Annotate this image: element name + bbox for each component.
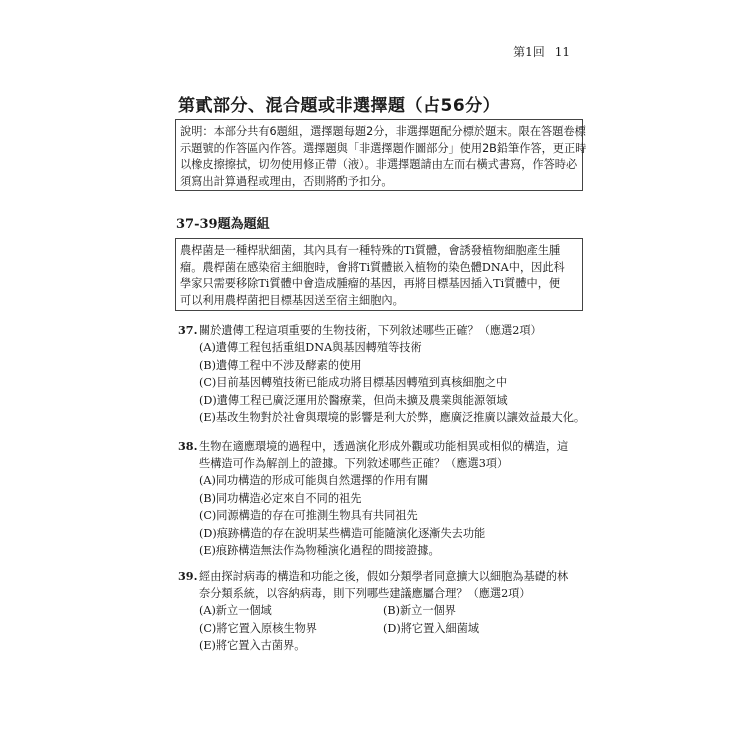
question-group-title: 37-39題為題組 (176, 217, 270, 232)
option-e: (E)將它置入古菌界。 (199, 639, 306, 652)
option-b: (B)新立一個界 (383, 604, 456, 617)
question-number: 39. (178, 569, 198, 583)
option-c: (C)目前基因轉殖技術已能成功將目標基因轉殖到真核細胞之中 (199, 376, 508, 389)
option-d: (D)將它置入細菌域 (383, 621, 480, 635)
question-stem (178, 568, 588, 585)
question-text: 關於遺傳工程這項重要的生物技術，下列敘述哪些正確？（應選2項） (199, 324, 542, 337)
option-a: (A)同功構造的形成可能與自然選擇的作用有關 (199, 474, 429, 487)
question-number: 37. (178, 323, 198, 337)
option-c: (C)將它置入原核生物界 (199, 621, 317, 635)
options-row (178, 620, 588, 638)
question-stem (178, 322, 588, 339)
option-b: (B)同功構造必定來自不同的祖先 (199, 491, 362, 505)
question-text: 生物在適應環境的過程中，透過演化形成外觀或功能相異或相似的構造，這 (199, 440, 569, 453)
question-stem (178, 438, 588, 455)
section-title: 第貳部分、混合題或非選擇題（占56分） (178, 96, 501, 116)
option-e: (E)基改生物對於社會與環境的影響是利大於弊，應廣泛推廣以讓效益最大化。 (199, 411, 586, 424)
question-text: 經由探討病毒的構造和功能之後，假如分類學者同意擴大以細胞為基礎的林 (199, 570, 569, 583)
instructions-line: 以橡皮擦擦拭，切勿使用修正帶（液）。非選擇題請由左而右橫式書寫，作答時必 (180, 158, 578, 171)
option-a: (A)遺傳工程包括重組DNA與基因轉殖等技術 (199, 341, 422, 354)
options-row (178, 602, 588, 620)
option-c: (C)同源構造的存在可推測生物具有共同祖先 (199, 509, 418, 522)
question-number: 38. (178, 439, 198, 453)
question-38 (178, 438, 588, 560)
passage-line: 學家只需要移除Ti質體中會造成腫瘤的基因，再將目標基因插入Ti質體中，便 (180, 277, 561, 290)
passage-line: 可以利用農桿菌把目標基因送至宿主細胞內。 (180, 293, 404, 307)
question-text-continued: 些構造可作為解剖上的證據。下列敘述哪些正確？（應選3項） (199, 457, 509, 470)
instructions-line: 須寫出計算過程或理由，否則將酌予扣分。 (180, 174, 393, 188)
page-header (480, 43, 570, 60)
question-39 (178, 568, 588, 655)
passage-line: 農桿菌是一種桿狀細菌，其內具有一種特殊的Ti質體，會誘發植物細胞產生腫 (180, 244, 561, 257)
option-a: (A)新立一個域 (199, 604, 272, 617)
option-e: (E)痕跡構造無法作為物種演化過程的間接證據。 (199, 544, 440, 557)
passage-box (175, 238, 583, 311)
option-d: (D)遺傳工程已廣泛運用於醫療業，但尚未擴及農業與能源領域 (199, 393, 508, 407)
instructions-box (175, 119, 587, 191)
option-d: (D)痕跡構造的存在說明某些構造可能隨演化逐漸失去功能 (199, 526, 486, 540)
passage-line: 瘤。農桿菌在感染宿主細胞時，會將Ti質體嵌入植物的染色體DNA中，因此科 (180, 260, 565, 274)
question-37 (178, 322, 588, 427)
question-text-continued: 奈分類系統，以容納病毒，則下列哪些建議應屬合理？（應選2項） (199, 587, 531, 600)
page-number: 11 (554, 45, 570, 59)
instructions-line: 說明：本部分共有6題組，選擇題每題2分，非選擇題配分標於題末。限在答題卷標 (180, 125, 586, 138)
instructions-line: 示題號的作答區內作答。選擇題與「非選擇題作圖部分」使用2B鉛筆作答，更正時 (180, 141, 587, 155)
chapter-label: 第1回 (513, 45, 545, 59)
option-b: (B)遺傳工程中不涉及酵素的使用 (199, 358, 362, 372)
